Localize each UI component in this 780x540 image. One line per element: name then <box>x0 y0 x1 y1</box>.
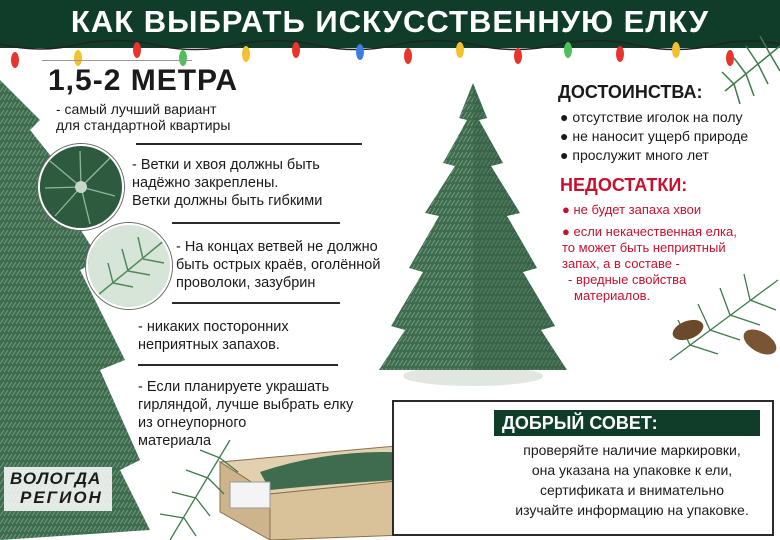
size-description <box>56 101 276 133</box>
tip-line: неприятных запахов. <box>138 337 280 353</box>
disadvantage-line: запах, а в составе - <box>562 256 680 271</box>
list-item: ● не наносит ущерб природе <box>560 128 749 144</box>
list-item: ● если некачественная елка, <box>562 224 737 239</box>
tip-divider <box>138 364 338 366</box>
advice-line: изучайте информацию на упаковке. <box>515 502 749 518</box>
tip-line: надёжно закреплены. <box>132 175 279 191</box>
size-desc-line: для стандартной квартиры <box>56 117 231 133</box>
tip-line: материала <box>138 433 212 449</box>
list-item: ● прослужит много лет <box>560 147 709 163</box>
advantage-text: прослужит много лет <box>572 147 709 163</box>
disadvantage-text: если некачественная елка, <box>573 224 737 239</box>
page-title: КАК ВЫБРАТЬ ИСКУССТВЕННУЮ ЕЛКУ <box>70 4 710 39</box>
disadvantage-line: то может быть неприятный <box>562 240 726 255</box>
tip-line: из огнеупорного <box>138 415 247 431</box>
pine-branch-top-right <box>720 36 780 106</box>
list-item: ● не будет запаха хвои <box>562 202 702 217</box>
pine-branch-cones <box>660 270 780 370</box>
branch-closeup-photo <box>38 144 124 230</box>
tip-line: проволоки, зазубрин <box>176 275 316 291</box>
tip-line: гирляндой, лучше выбрать елку <box>138 397 354 413</box>
disadvantage-line: материалов. <box>574 288 651 303</box>
tip-line: - Если планируете украшать <box>138 379 330 395</box>
advice-line: проверяйте наличие маркировки, <box>523 442 741 458</box>
advantage-text: не наносит ущерб природе <box>572 128 749 144</box>
needle-tips-photo <box>86 223 172 309</box>
tip-line: - никаких посторонних <box>138 319 289 335</box>
list-item: ● отсутствие иголок на полу <box>560 109 743 125</box>
advice-heading: ДОБРЫЙ СОВЕТ: <box>494 410 760 436</box>
tip-branches <box>132 156 372 210</box>
advice-line: она указана на упаковке к ели, <box>531 462 733 478</box>
tip-line: - Ветки и хвоя должны быть <box>132 157 320 173</box>
advantages-heading: ДОСТОИНСТВА: <box>558 82 703 102</box>
advice-line: сертификата и внимательно <box>539 482 725 498</box>
disadvantages-heading: НЕДОСТАТКИ: <box>560 175 688 195</box>
heading-divider <box>42 60 192 61</box>
tip-smell <box>138 318 378 354</box>
disadvantage-line: - вредные свойства <box>568 272 687 287</box>
size-desc-line: - самый лучший вариант <box>56 101 217 117</box>
tip-line: - На концах ветвей не должно <box>176 239 378 255</box>
tip-divider <box>172 302 340 304</box>
logo-line: ВОЛОГДА <box>10 469 102 488</box>
artificial-tree-illustration <box>375 78 570 390</box>
tip-divider <box>136 143 362 145</box>
disadvantage-text: не будет запаха хвои <box>573 202 702 217</box>
logo-line: РЕГИОН <box>20 488 103 507</box>
tip-branch-ends <box>176 238 404 292</box>
tip-line: Ветки должны быть гибкими <box>132 193 323 209</box>
size-heading: 1,5-2 МЕТРА <box>48 64 239 97</box>
tip-line: быть острых краёв, оголённой <box>176 257 381 273</box>
tip-divider <box>172 222 340 224</box>
advantages-list <box>560 108 748 165</box>
pine-branch-bottom <box>150 440 240 540</box>
advice-text <box>500 440 764 520</box>
advantage-text: отсутствие иголок на полу <box>572 109 743 125</box>
vologda-region-logo <box>4 467 112 511</box>
